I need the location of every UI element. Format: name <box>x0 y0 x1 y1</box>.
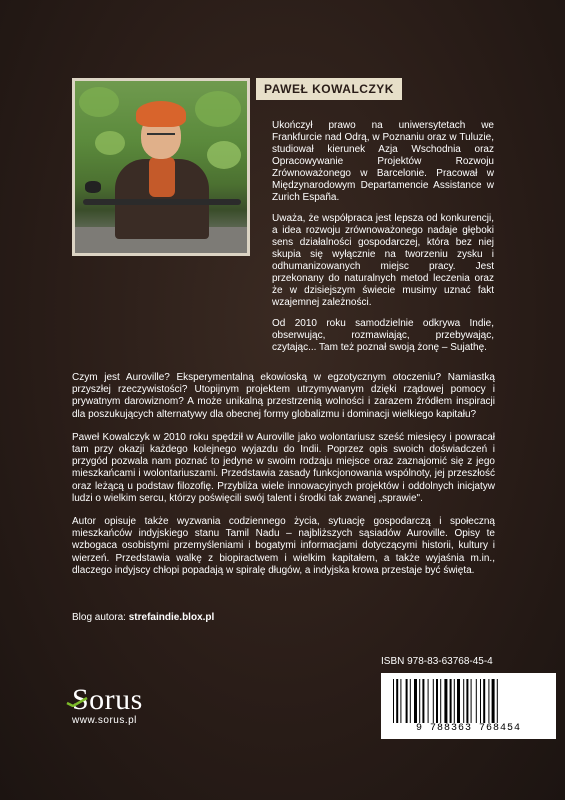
publisher-name: Sorus <box>72 683 143 716</box>
book-description <box>72 372 495 588</box>
blog-link[interactable]: strefaindie.blox.pl <box>128 612 215 623</box>
barcode-digits: 9 788363 768454 <box>415 723 521 734</box>
author-bio <box>272 120 494 363</box>
bio-paragraph: Ukończył prawo na uniwersytetach we Frankfurcie nad Odrą, w Poznaniu oraz w Tuluzie, studiował kierunek Azja Wschodnia oraz Opracowywanie Projektów Rozwoju Zrównoważonego w Barcelonie. Pracował w Międzynarodowym Departamencie Assistance w Zurich España. <box>272 120 494 203</box>
blog-label: Blog autora: <box>72 612 126 623</box>
barcode-bars <box>391 679 546 723</box>
description-paragraph: Paweł Kowalczyk w 2010 roku spędził w Auroville jako wolontariusz sześć miesięcy i powracał tam przy okazji każdego kolejnego wyjazdu do Indii. Poprzez opis swoich doświadczeń i przygód pozwala nam poznać to jedyne w swoim rodzaju miejsce oraz zaznajomić się z jego mieszkańcami i wolontariuszami. Przedstawia zasady funkcjonowania wspólnoty, jej przeszłość oraz leżącą u podstaw filozofię. Przybliża wiele innowacyjnych projektów i oddolnych inicjatyw ludzi o wielkim sercu, którzy poświęcili swój talent i środki tak zwanej „sprawie". <box>72 431 495 504</box>
isbn-barcode <box>381 673 556 739</box>
description-paragraph: Czym jest Auroville? Eksperymentalną ekowioską w egzotycznym otoczeniu? Namiastką przyszłej rzeczywistości? Utopijnym projektem utrzymywanym dzięki rządowej pomocy i prywatnym darowiznom? A może unikalną przestrzenią wolności i zarazem źródłem inspiracji dla poszukujących alternatywy dla obecnej formy globalizmu i dominacji wielkiego kapitału? <box>72 372 495 420</box>
description-paragraph: Autor opisuje także wyzwania codziennego życia, sytuację gospodarczą i społeczną mieszkańców indyjskiego stanu Tamil Nadu – najbliższych sąsiadów Auroville. Opisy te wzbogaca osobistymi przemyśleniami i bogatymi informacjami dotyczącymi historii, kultury i wierzeń. Przedstawia walkę z biopiractwem i wielkim kapitałem, a także wyjaśnia m.in., dlaczego indyjscy chłopi popadają w spiralę długów, a indyjska krowa przestaje być święta. <box>72 516 495 576</box>
author-name: PAWEŁ KOWALCZYK <box>256 78 402 100</box>
isbn-label: ISBN 978-83-63768-45-4 <box>381 656 493 667</box>
author-photo <box>75 81 247 253</box>
author-photo-frame <box>72 78 250 256</box>
bio-paragraph: Uważa, że współpraca jest lepsza od konkurencji, a idea rozwoju zrównoważonego nadaje głęboki sens działalności gospodarczej, która bez niej skupia się wyłącznie na tworzeniu zysku i odhumanizowanych miejsc pracy. Jest przekonany do naturalnych metod leczenia oraz że w dzisiejszym świecie musimy uznać fakt wzajemnej zależności. <box>272 213 494 308</box>
author-blog <box>72 612 214 623</box>
logo-check-icon <box>66 697 88 707</box>
publisher-logo[interactable] <box>72 683 143 726</box>
publisher-url[interactable]: www.sorus.pl <box>72 715 137 726</box>
bio-paragraph: Od 2010 roku samodzielnie odkrywa Indie, obserwując, rozmawiając, przebywając, czytając... Tam też poznał swoją żonę – Sujathę. <box>272 318 494 353</box>
